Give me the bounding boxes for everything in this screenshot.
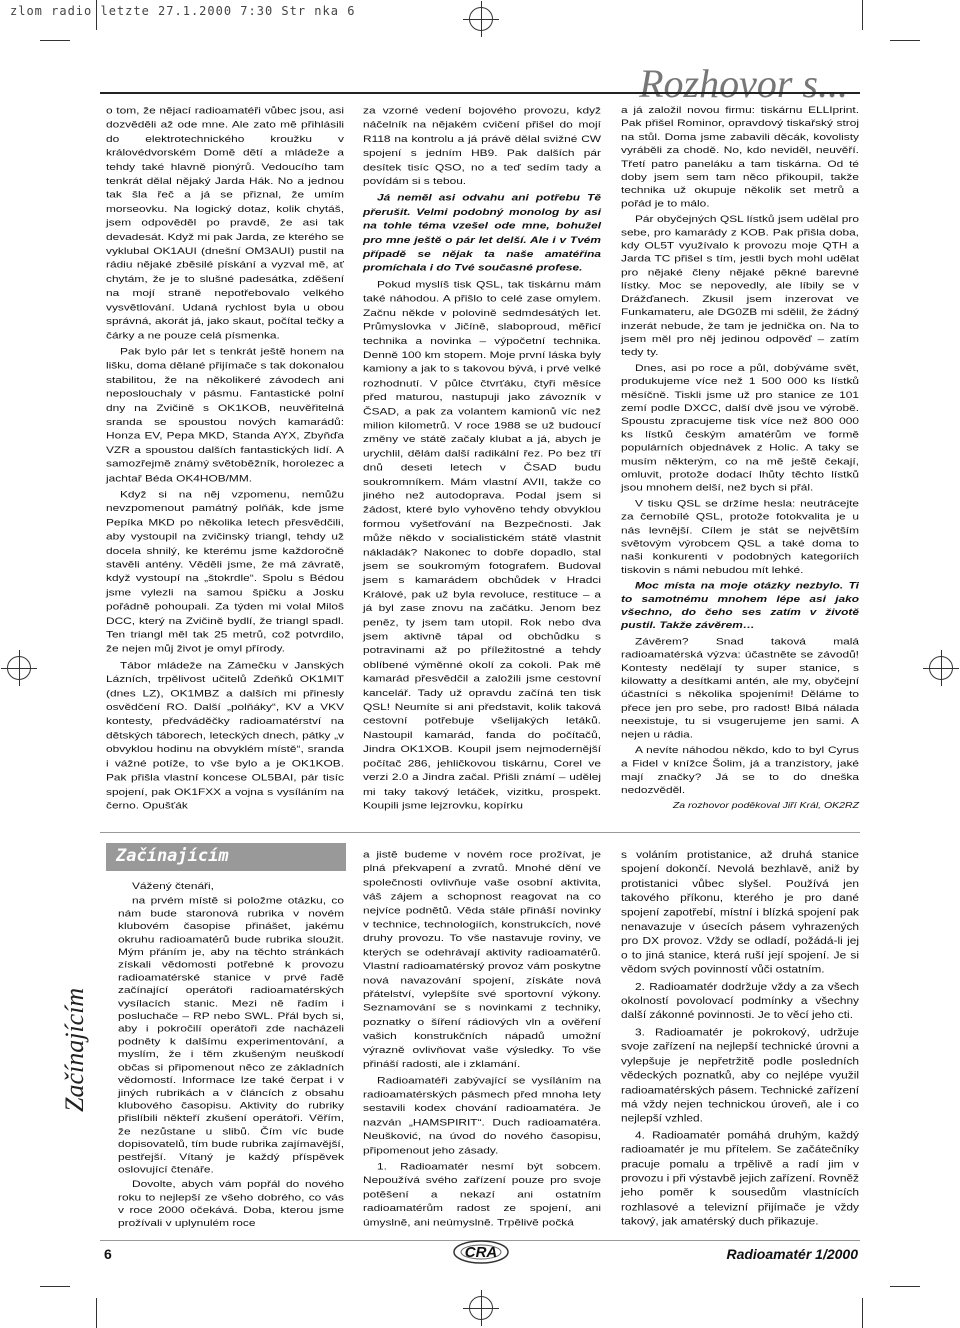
crop-mark bbox=[890, 40, 920, 41]
section-column-2 bbox=[363, 848, 601, 1232]
ham-rule-1: 1. Radioamatér nesmí být sobcem. Nepoužívá svého zařízení pouze pro svoje potěšení a nekazí ani ostatním radioamatérům radost ze spojení, ani úmyslně, ani neúmyslně. Trpělivě počká bbox=[363, 1160, 601, 1228]
paragraph: a jistě budeme v novém roce prožívat, je plná překvapení a zvratů. Mnohé dění ve společnosti ovlivňuje vaše osobní aktivita, váš zájem a schopnost reagovat na co nejvíce podnětů. Věda stále přináší novinky v technice, technologiích, konstrukcích, nové druhy provozu. To vše nastavuje roviny, ve kterých se odehrávají aktivity radioamatérů. Vlastní radioamatérský provoz vám poskytne nová navazování spojení, získáte nová přátelství, vylepšíte své sportovní výkony. Seznamování se s novinkami z techniky, poznatky o šíření rádiových vln a ověření vašich konstrukčních nápadů umožní výrazně ovlivňovat vaše výsledky. To vše přináší radosti, ale i zklamání. bbox=[363, 848, 601, 1070]
paragraph: Pokud myslíš tisk QSL, tak tiskárnu mám také náhodou. A přišlo to celé zase omylem. Začnu někde v polovině sedmdesátých let. Průmyslovka v Jičíně, slaboproud, měřicí technika a novinka – výpočetní technika. Denně 100 km stopem. Moje první láska byly kamiony a jak to s takovou bývá, i prvé velké rozhodnutí. V půlce čtvrťáku, čtyři měsíce před maturou, nastupuji jako závozník v ČSAD, a pak za volantem kamionů víc než milion kilometrů. V roce 1988 se už budoucí změny ve státě začaly klubat a já, abych je urychlil, dělám další radikální řez. Po bez tří dnů deseti letech v ČSAD budu soukromníkem. Mám vlastní AVII, takže co jiného než autodoprava. Podal jsem si žádost, které bylo vyhověno tehdy obvyklou formou vyšetřování na Bezpečnosti. Jak může někdo v socialistickém státě vlastnit nákladák? Nakonec to dobře dopadlo, stal jsem se soukromým fotografem. Budoval jsem s kamarádem obchůdek v Hradci Králové, pak už byla revoluce, restituce – a já byl zase znovu na začátku. Jenom bez peněz, ty jsem tam utopil. Rok nebo dva jsem aktivně tápal od obchůdku s potravinami až po příležitostné a tehdy oblíbené výměnné okolí za cokoli. Pak mě kamarád přesvědčil a založili jsme cestovní kancelář. Tady už opravdu začíná ten tisk QSL! Neumíte si ani představit, kolik taková cestovní potřebuje všelijakých letáků. Nastoupil kamarád, fanda do počítačů, Jindra OK1XOB. Koupil jsem nejmodernější počítač 286, jehličkovou tiskárnu, Corel ve verzi 2.0 a Jindra začal. Přišli známí – udělej mi taky takový letáček, vizitku, prospekt. Koupili jsme lejzrovku, kopírku bbox=[363, 278, 601, 811]
article-title: Rozhovor s... bbox=[639, 61, 848, 106]
crop-mark bbox=[862, 0, 863, 30]
section-side-label: Začínajícím bbox=[60, 987, 89, 1112]
registration-mark-icon bbox=[1, 650, 37, 686]
interviewer-question: Já neměl asi odvahu ani potřebu Tě přerušit. Velmi podobný monolog by asi na tohle téma vzešel ode mne, bohužel pro mne ještě o pár let delší. Ale i v Tvém případě se nějak ta naše amatéřina promíchala i do Tvé současné profese. bbox=[363, 191, 601, 274]
ham-rule-4: 4. Radioamatér pomáhá druhým, každý radioamatér je mu přítelem. Se začátečníky pracuje pomalu a trpělivě a radí jim v provozu i při výstavbě jejich zařízení. Rovněž jeho poměr k sousedům vlastnících rozhlasové a televizní přijímače je vždy takový, jak amatérský duch přikazuje. bbox=[621, 1129, 859, 1228]
paragraph: na prvém místě si položme otázku, co nám bude staronová rubrika v novém klubovém časopise přinášet, jakému okruhu radioamatérů bude rubrika sloužit. Mým přáním je, aby na těchto stránkách získali vědomosti potřebné k provozu radioamatérské stanice v prvé řadě začínající operátoři radioamatérských vysílacích stanic. Mezi ně řadím i posluchače – RP nebo SWL. Přál bych si, aby i pokročilí operátoři zde nacházeli podněty k dalšímu experimentování, a myslím, že i těm zkušeným neuškodí občas si připomenout něco ze základních vědomostí. Informace lze také čerpat i v jiných rubrikách a v článcích z obsahu klubového časopisu. Aktivity do rubriky přislíbili někteří zkušení operátoři. Věřím, že nezůstane u slibů. Čím víc bude dopisovatelů, tím bude rubrika zajímavější, pestřejší. Vítaný je každý příspěvek oslovující čtenáře. bbox=[118, 895, 344, 1175]
section-column-1 bbox=[118, 880, 344, 1232]
magazine-issue: Radioamatér 1/2000 bbox=[726, 1246, 858, 1262]
paragraph: Tábor mládeže na Zámečku v Janských Lázních, trpělivost učitelů Zdeňků OK1MIT (dnes LZ), OK1MBZ a dalších mi přinesly osvědčení RO. Další „polňáky“, KV a VKV kontesty, předváděčky radioamatérství na dětských táborech, leteckých dnech, pátky „v obvyklou hodinu na obvyklém místě“, sranda i vážné potíže, to vše bylo a je OK1KOB. Pak přišla vlastní koncese OL5BAI, pár tisíc spojení, pak OK1FXX a vojna s vysíláním na černo. Opušťák bbox=[106, 659, 344, 811]
paragraph: za vzorné vedení bojového provozu, když náčelník na nějakém cvičení přišel do mojí R118 na kontrolu a já právě dělal svižné CW spojení s jedním HB9. Pak dalších pár desítek tisíc QSO, no a teď sedím tady a povídám si s tebou. bbox=[363, 104, 601, 187]
crop-mark bbox=[890, 1286, 920, 1287]
paragraph: o tom, že nějací radioamatéři vůbec jsou, asi dozvěděli až ode mne. Ale zato mě přihlásili do elektrotechnického kroužku v královédvorském Domě dětí a mládeže a tehdy také hlavně pionýrů. Vedoucího tam tenkrát dělal nějaký Jarda Hák. No a jednou tak šla řeč a já se přiznal, že umím morseovku. Na logický dotaz, kolik chytáš, jsem odpověděl po pravdě, že asi tak devadesát. Když mi pak Jarda, ze kterého se vyklubal OK1AUI (dnešní OM3AUI) pustil na rádiu nějaké zběsilé pískání a vyzval mě, ať chytám, že je to slušné padesátka, zděšení na mojí straně nepotřebovalo velkého vysvětlování. Udaná rychlost byla u obou správná, akorát já, jako skaut, počítal tečky a čárky a ne pouze celá písmenka. bbox=[106, 104, 344, 341]
paragraph: s voláním protistanice, až druhá stanice spojení dokončí. Nevolá bezhlavě, aniž by protistanici vůbec slyšel. Používá jen takového příkonu, kterého je pro dané spojení zapotřebí, místní i blízká spojení pak nenavazuje v úsecích pásem vyhrazených pro DX provoz. Vždy se odladí, požádá-li jej o to jiná stanice, která ruší její spojení. Je si vědom svých povinností vůči ostatním. bbox=[621, 848, 859, 976]
paragraph: Dovolte, abych vám popřál do nového roku to nejlepší ze všeho dobrého, co vás v roce 2000 očekává. Doba, kterou jsme prožívali v uplynulém roce bbox=[118, 1179, 344, 1229]
registration-mark-icon bbox=[463, 1290, 499, 1326]
page-number: 6 bbox=[104, 1246, 112, 1262]
article-column-2 bbox=[363, 104, 601, 815]
section-banner-label: Začínajícím bbox=[116, 846, 229, 866]
interview-credit: Za rozhovor poděkoval Jiří Král, OK2RZ bbox=[672, 800, 859, 811]
ham-rule-3: 3. Radioamatér je pokrokový, udržuje svoje zařízení na nejlepší technické úrovni a vylepšuje je nepřetržitě podle posledních vědeckých poznatků, aby co nejlépe využil radioamatérských pásem. Technické zařízení má vždy nejen technickou úroveň, ale i co nejlepší vzhled. bbox=[621, 1026, 859, 1125]
crop-mark bbox=[862, 1298, 863, 1328]
salutation: Vážený čtenáři, bbox=[132, 880, 214, 892]
article-column-1 bbox=[106, 104, 344, 815]
paragraph: Radioamatéři zabývající se vysíláním na radioamatérských pásmech před mnoha lety sestavili kodex chování radioamatéra. Je nazván „HAMSPIRIT“. Duch radioamatéra. Neušković, na úvod do nového časopisu, připomenout jeho zásady. bbox=[363, 1074, 601, 1156]
section-divider bbox=[100, 832, 860, 833]
cra-logo-icon bbox=[452, 1238, 510, 1266]
paragraph: Pak bylo pár let s tenkrát ještě honem na lišku, doma dělané přijímače s tak dokonalou stabilitou, že na několikeré závodech ani neposlouchaly v pásmu. Fantastické polní dny na Zvičině s OK1KOB, neuvěřitelná sranda se spoustou nových kamarádů: Honza EV, Pepa MKD, Standa AYX, Zbyňďa VZR a spoustou dalších fantastických lidí. A samozřejmě známý světoběžník, horolezec a jachtař Béda OK4HOB/MM. bbox=[106, 345, 344, 484]
top-divider bbox=[100, 92, 860, 94]
crop-mark bbox=[40, 1286, 70, 1287]
article-column-3 bbox=[621, 104, 859, 815]
paragraph: Dnes, asi po roce a půl, dobýváme svět, produkujeme více než 1 500 000 ks lístků měsíčně. Tiskli jsme už pro stanice ze 101 zemí podle DXCC, další dvě jsou ve výrobě. Spoustu zpracujeme tisk více než 800 000 ks lístků českým amatérům ve formě populárních objednávek z Holic. A taky se musím některým, co na mě ještě čekají, omluvit, protože dodací lhůty těchto lístků jsou mnohem delší, než bych si přál. bbox=[621, 362, 859, 494]
print-slug: zlom radio letzte 27.1.2000 7:30 Str nka 6 bbox=[10, 4, 356, 18]
section-column-3 bbox=[621, 848, 859, 1232]
ham-rule-2: 2. Radioamatér dodržuje vždy a za všech okolností povolovací podmínky a všechny další zákonné povinnosti. Je to věcí jeho cti. bbox=[621, 980, 859, 1021]
paragraph: A nevíte náhodou někdo, kdo to byl Cyrus a Fidel v knížce Šolim, já a tranzistory, jaké mají značky? Já se to do dneška nedozvěděl. bbox=[621, 744, 859, 796]
paragraph: Když si na něj vzpomenu, nemůžu nevzpomenout památný polňák, kde jsme Pepíka MKD po několika letech přesvědčili, aby vystoupil na zvičinský triangl, tehdy už docela shnilý, ke kterému jsme každoročně stavěli antény. Věděli jsme, že má závratě, když vystoupí na „štokrdle“. Spolu s Bédou jsme vylezli na samou špičku a Josku pořádně pohoupali. Za týden mi volal Miloš DCC, který na Zvičině bydlí, že triangl spadl. Ten triangl měl tak 25 metrů, což potvrdilo, že nejen můj život je omyl přírody. bbox=[106, 488, 344, 655]
paragraph: Pár obyčejných QSL lístků jsem udělal pro sebe, pro kamarády z KOB. Pak přišla doba, kdy OL5T využívalo k provozu moje QTH a Jarda TC přišel s tím, jestli bych mohl udělat pro nějaké členy nějaké pěkné barevné lístky. Moc se nepovedly, ale líbily se v Drážďanech. Zkusil jsem inzerovat ve Funkamateru, ale DG0ZB mi sdělil, že žádný inzerát nebude, že tam je jednička on. Na to jsem měl pro něj jedinou odpověď – zatím tedy ty. bbox=[621, 213, 859, 358]
registration-mark-icon bbox=[463, 1, 499, 37]
paragraph: a já založil novou firmu: tiskárnu ELLIprint. Pak přišel Rominor, opravdový tiskařský stroj na stůl. Doma jsme zabavili děcák, kovolisty vyráběli za chodě. No, kdo neviděl, neuvěří. Třetí patro paneláku a tam tiskárna. Od té doby jsem sem tam něco přikoupil, takže technika už okupuje několik set metrů a pořád je to málo. bbox=[621, 104, 859, 209]
svg-text:CRA: CRA bbox=[464, 1244, 498, 1261]
crop-mark bbox=[96, 0, 97, 30]
paragraph: Závěrem? Snad taková malá radioamatérská výzva: účastněte se závodů! Kontesty nedělají ty super stanice, s kilowatty a desítkami antén, ale my, obyčejní účastníci s několika spojeními! Děláme to přece jen pro sebe, pro radost! Blbá nálada neexistuje, tu si vsugerujeme jen sami. A nejen u rádia. bbox=[621, 635, 859, 740]
interviewer-question: Moc místa na moje otázky nezbylo. Ti to samotnému mnohem lépe asi jako všechno, do čeho ses zatím v životě pustil. Takže závěrem… bbox=[621, 580, 859, 631]
registration-mark-icon bbox=[923, 650, 959, 686]
crop-mark bbox=[40, 40, 70, 41]
crop-mark bbox=[96, 1298, 97, 1328]
paragraph: V tisku QSL se držíme hesla: neutrácejte za černobílé QSL, protože fotokvalita je u nás levnější. Cílem je stát se největším světovým výrobcem QSL a také doma to naši konkurenti v podobných kategoriích tiskovin s námi nebudou mít lehké. bbox=[621, 497, 859, 576]
section-banner bbox=[106, 843, 346, 871]
